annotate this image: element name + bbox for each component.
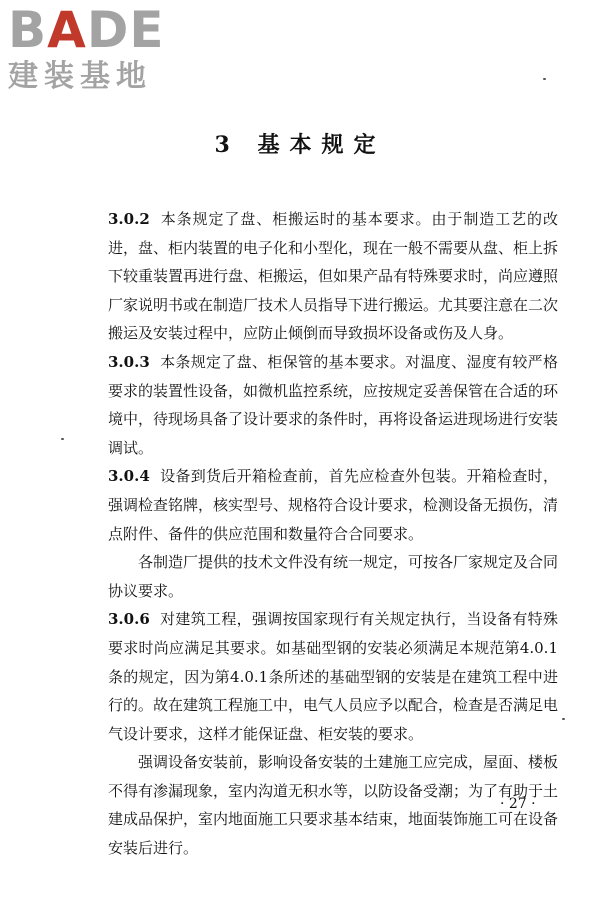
document-body — [108, 205, 558, 863]
logo-subtitle: 建装基地 — [8, 59, 152, 94]
clause-text: 对建筑工程，强调按国家现行有关规定执行，当设备有特殊要求时尚应满足其要求。如基础型钢的安装必须满足本规范第4.0.1条的规定，因为第4.0.1条所述的基础型钢的安装是在建筑工程中进行的。故在建筑工程施工中，电气人员应予以配合，检查是否满足电气设计要求，这样才能保证盘、柜安装的要求。 — [108, 610, 559, 743]
clause-text: 设备到货后开箱检查前，首先应检查外包装。开箱检查时，强调检查铭牌，核实型号、规格符合设计要求，检测设备无损伤，清点附件、备件的供应范围和数量符合合同要求。 — [108, 467, 559, 543]
clause-3-0-4-extra: 各制造厂提供的技术文件没有统一规定，可按各厂家规定及合同协议要求。 — [108, 553, 559, 600]
clause-number: 3.0.4 — [108, 467, 150, 486]
clause-number: 3.0.2 — [108, 210, 150, 228]
scan-speck — [562, 718, 565, 720]
clause-number: 3.0.6 — [108, 610, 150, 629]
section-title: 3 基本规定 — [214, 132, 386, 158]
clause-3-0-6 — [108, 605, 558, 748]
clause-3-0-2 — [108, 205, 558, 348]
clause-3-0-4 — [108, 462, 558, 548]
clause-text: 本条规定了盘、柜搬运时的基本要求。由于制造工艺的改进，盘、柜内装置的电子化和小型化，现在一般不需要从盘、柜上拆下较重装置再进行盘、柜搬运，但如果产品有特殊要求时，尚应遵照厂家说明书或在制造厂技术人员指导下进行搬运。尤其要注意在二次搬运及安装过程中，应防止倾倒而导致损坏设备或伤及人身。 — [108, 210, 559, 343]
scan-speck — [543, 78, 546, 80]
clause-number: 3.0.3 — [108, 352, 150, 371]
clause-3-0-3 — [108, 348, 558, 462]
clause-text: 本条规定了盘、柜保管的基本要求。对温度、湿度有较严格要求的装置性设备，如微机监控系统，应按规定妥善保管在合适的环境中，待现场具备了设计要求的条件时，再将设备运进现场进行安装调试。 — [108, 352, 559, 457]
bade-logo — [8, 1, 178, 96]
clause-3-0-6-extra: 强调设备安装前，影响设备安装的土建施工应完成，屋面、楼板不得有渗漏现象，室内沟道无积水等，以防设备受潮；为了有助于土建成品保护，室内地面施工只要求基本结束，地面装饰施工可在设备安装后进行。 — [108, 753, 559, 858]
scan-speck — [61, 438, 64, 440]
logo-wordmark: BADE — [8, 1, 165, 59]
page-number: · 27 · — [500, 796, 536, 812]
